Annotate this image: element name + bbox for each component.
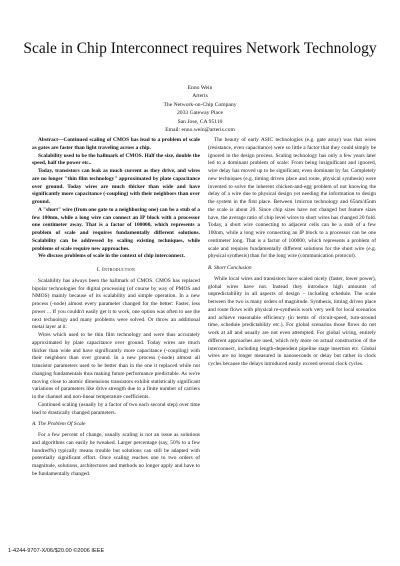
author-city: San Jose, CA 95110 bbox=[177, 118, 223, 125]
copyright-footer: 1-4244-9707-X/06/$20.00 ©2006 IEEE bbox=[8, 548, 105, 554]
abstract bbox=[32, 137, 200, 261]
section-problem-of-scale-continued bbox=[208, 137, 376, 369]
author-street: 2033 Gateway Place bbox=[177, 110, 223, 117]
left-column bbox=[32, 137, 200, 479]
section-introduction bbox=[32, 267, 200, 479]
body-paragraph: For a few percent of change, usually scaling is not an issue as solutions and algorithms can easily be tweaked. Larger percentage (say, 50% to a few hundred%) typically means trouble but solutions can still be adapted with potentially significant effort. Once scaling reaches one to two orders of magnitude, solutions, architectures and methods no longer apply and have to be fundamentally changed. bbox=[32, 432, 200, 477]
author-org: Arteris bbox=[192, 93, 208, 100]
right-column bbox=[208, 137, 376, 369]
body-paragraph: Scalability has always been the hallmark of CMOS. CMOS has replaced bipolar technologies for digital processing (of course by way of PMOS and NMOS) mainly because of its scalability and simple operation. In a new process (-node) almost every parameter changed for the better: Faster, less power ... If you couldn't easily get it to work, one option was often to use the next technology and many problems were solved. Or throw an additional metal layer at it. bbox=[32, 277, 200, 331]
body-paragraph: Continued scaling (usually by a factor of two each second step) over time lead to drastically changed parameters. bbox=[32, 401, 200, 416]
paper-title: Scale in Chip Interconnect requires Network Technology bbox=[23, 40, 377, 57]
body-paragraph: Wires which used to be thin film technology and were thus accurately approximated by plate capacitance over ground. Today wires are much thicker than wide and have significantly more capacitance (-coupling) with their neighbors than over ground. In a new process (-node) almost all transistor parameters used to be better than in the one it replaced while not changing fundamentals thus making future performance predictable. As we're moving close to atomic dimensions transistors exhibit statistically significant variations of parameters like drive strength due to a finite number of carriers in the channel and non-linear temperature coefficients. bbox=[32, 332, 200, 400]
abstract-paragraph: We discuss problems of scale in the context of chip interconnect. bbox=[38, 253, 185, 260]
author-block bbox=[0, 84, 400, 134]
abstract-paragraph: Abstract—Continued scaling of CMOS has lead to a problem of scale as gates are faster than light traveling across a chip. bbox=[32, 137, 200, 151]
section-heading: I. Introduction bbox=[96, 267, 136, 273]
body-paragraph: The beauty of early ASIC technologies (e.g. gate array) was that wires (resistance, even capacitance) were so little a factor that they could simply be ignored in the design process. Scaling technology has only a few years later led to a dominant problem of scale: From being insignificant and ignored, wire delay has moved up to be significant, even dominant by far. Completely new techniques (e.g. timing driven place and route, physical synthesis) were invented to solve the inherent chicken-and-egg problem of not knowing the delay of a wire due to physical design yet needing the information to design the system in the first place. Between 1micron technology and 65nm/45nm the scale is about 20. Since chip sizes have not changed but feature sizes have, the average ratio of chip level wires to short wires has changed 20 fold. Today, a short wire connecting to adjacent cells can be a stub of a few 100nm, while a long wire connecting an IP block to a processor can be one centimeter long. That is a factor of 100000, which represents a problem of scale and requires fundamentally different solutions for the short wire (e.g. physical synthesis) than for the long wire (communication protocol). bbox=[208, 137, 376, 260]
abstract-paragraph: Today, transistors can leak as much current as they drive, and wires are no longer "thin film technology" approximated by plate capacitance over ground. Today wires are much thicker than wide and have significantly more capacitance (-coupling) with their neighbors than over ground. bbox=[32, 168, 200, 205]
subsection-heading: A. The Problem Of Scale bbox=[32, 421, 86, 428]
abstract-paragraph: Scalability used to be the hallmark of CMOS. Half the size, double the speed, half the power etc.. bbox=[32, 152, 200, 167]
subsection-heading: B. Short Conclusion bbox=[208, 265, 252, 271]
author-company: The Network-on-Chip Company bbox=[163, 101, 237, 108]
body-paragraph: While local wires and transistors have scaled nicely (faster, lower power), global wires have not. Instead they introduce high amounts of unpredictability in all aspects of design – including schedule. The scale between the two is many orders of magnitude. Synthesis, timing driven place and route flows with physical re-synthesis work very well for local scenarios and achieve reasonable efficiency (in terms of circuit-speed, turn-around time, schedule predictability etc.). For global scenarios those flows do not work at all and usually are not even attempted. For global wiring, entirely different approaches are used, which rely more on actual construction of the interconnect, including length-dependent pipeline stage insertion etc. Global wires are no longer measured in nanoseconds or delay but rather in clock cycles because the delays introduced easily exceed several clock cycles. bbox=[208, 275, 376, 367]
abstract-paragraph: A "short" wire (from one gate to a neighboring one) can be a stub of a few 100nm, while a long wire can connect an IP block with a processor one centimeter away. That is a factor of 100000, which represents a problem of scale and requires fundamentally different solutions. Scalability can be addressed by scaling existing techniques, while problems of scale require new approaches. bbox=[32, 206, 200, 252]
author-email: Email: enno.wein@arteris.com bbox=[165, 127, 235, 134]
author-name: Enno Wein bbox=[187, 85, 213, 91]
